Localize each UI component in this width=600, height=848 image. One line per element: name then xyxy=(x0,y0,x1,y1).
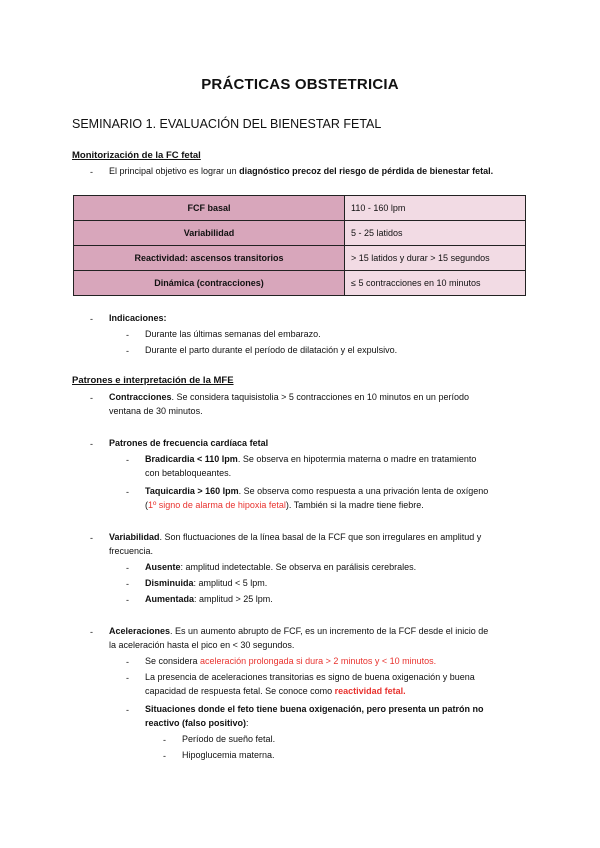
bullet-dash: - xyxy=(126,563,129,573)
table-row xyxy=(74,221,526,246)
bullet-dash: - xyxy=(126,657,129,667)
table-key: Dinámica (contracciones) xyxy=(74,271,345,296)
accelerations-text-cont: la aceleración hasta el pico en < 30 segundos. xyxy=(109,640,295,650)
table-value: > 15 latidos y durar > 15 segundos xyxy=(345,246,526,271)
list-item: Durante las últimas semanas del embarazo. xyxy=(145,329,321,339)
variability-text: Variabilidad. Son fluctuaciones de la línea basal de la FCF que son irregulares en amplitud y xyxy=(109,532,482,542)
accelerations-text: Aceleraciones. Es un aumento abrupto de FCF, es un incremento de la FCF desde el inicio de xyxy=(109,626,489,636)
table-key: FCF basal xyxy=(74,196,345,221)
bullet-dash: - xyxy=(126,595,129,605)
bullet-dash: - xyxy=(90,314,93,324)
patterns-label: Patrones de frecuencia cardíaca fetal xyxy=(109,438,269,448)
list-item-cont: reactivo (falso positivo): xyxy=(145,718,249,728)
bullet-dash: - xyxy=(126,487,129,497)
table-row xyxy=(74,196,526,221)
table-key: Variabilidad xyxy=(74,221,345,246)
bullet-dash: - xyxy=(90,533,93,543)
bradycardia-text: Bradicardia < 110 lpm. Se observa en hipotermia materna o madre en tratamiento xyxy=(145,454,477,464)
bullet-dash: - xyxy=(163,735,166,745)
tachycardia-text-cont: (1º signo de alarma de hipoxia fetal). También si la madre tiene fiebre. xyxy=(145,500,424,510)
contractions-text-cont: ventana de 30 minutos. xyxy=(109,406,203,416)
bullet-dash: - xyxy=(90,627,93,637)
bullet-dash: - xyxy=(126,346,129,356)
bullet-dash: - xyxy=(163,751,166,761)
section-heading-monitoring: Monitorización de la FC fetal xyxy=(72,150,201,161)
bullet-dash: - xyxy=(126,330,129,340)
page-title: PRÁCTICAS OBSTETRICIA xyxy=(201,76,399,93)
seminar-heading: SEMINARIO 1. EVALUACIÓN DEL BIENESTAR FETAL xyxy=(72,117,382,131)
bullet-dash: - xyxy=(90,167,93,177)
bullet-dash: - xyxy=(126,673,129,683)
bullet-dash: - xyxy=(90,439,93,449)
variability-text-cont: frecuencia. xyxy=(109,546,154,556)
list-item: Situaciones donde el feto tiene buena oxigenación, pero presenta un patrón no xyxy=(145,704,484,714)
table-value: 5 - 25 latidos xyxy=(345,221,526,246)
table-row xyxy=(74,271,526,296)
objective-text: El principal objetivo es lograr un diagnóstico precoz del riesgo de pérdida de bienestar fetal. xyxy=(109,166,494,176)
table-value: ≤ 5 contracciones en 10 minutos xyxy=(345,271,526,296)
table-value: 110 - 160 lpm xyxy=(345,196,526,221)
list-item: Aumentada: amplitud > 25 lpm. xyxy=(145,594,273,604)
section-heading-patterns: Patrones e interpretación de la MFE xyxy=(72,375,234,386)
bullet-dash: - xyxy=(126,455,129,465)
list-item: Período de sueño fetal. xyxy=(182,734,276,744)
list-item: Disminuida: amplitud < 5 lpm. xyxy=(145,578,268,588)
bullet-dash: - xyxy=(126,705,129,715)
bullet-dash: - xyxy=(126,579,129,589)
list-item: Ausente: amplitud indetectable. Se observa en parálisis cerebrales. xyxy=(145,562,417,572)
contractions-text: Contracciones. Se considera taquisistolia > 5 contracciones en 10 minutos en un período xyxy=(109,392,469,402)
bradycardia-text-cont: con betabloqueantes. xyxy=(145,468,232,478)
list-item-cont: capacidad de respuesta fetal. Se conoce como reactividad fetal. xyxy=(145,686,406,696)
list-item: La presencia de aceleraciones transitorias es signo de buena oxigenación y buena xyxy=(145,672,475,682)
indications-label: Indicaciones: xyxy=(109,313,167,323)
tachycardia-text: Taquicardia > 160 lpm. Se observa como respuesta a una privación lenta de oxígeno xyxy=(145,486,489,496)
list-item: Hipoglucemia materna. xyxy=(182,750,275,760)
list-item: Se considera aceleración prolongada si dura > 2 minutos y < 10 minutos. xyxy=(145,656,437,666)
list-item: Durante el parto durante el período de dilatación y el expulsivo. xyxy=(145,345,398,355)
table-key: Reactividad: ascensos transitorios xyxy=(74,246,345,271)
bullet-dash: - xyxy=(90,393,93,403)
fcf-table xyxy=(73,195,526,296)
table-row xyxy=(74,246,526,271)
